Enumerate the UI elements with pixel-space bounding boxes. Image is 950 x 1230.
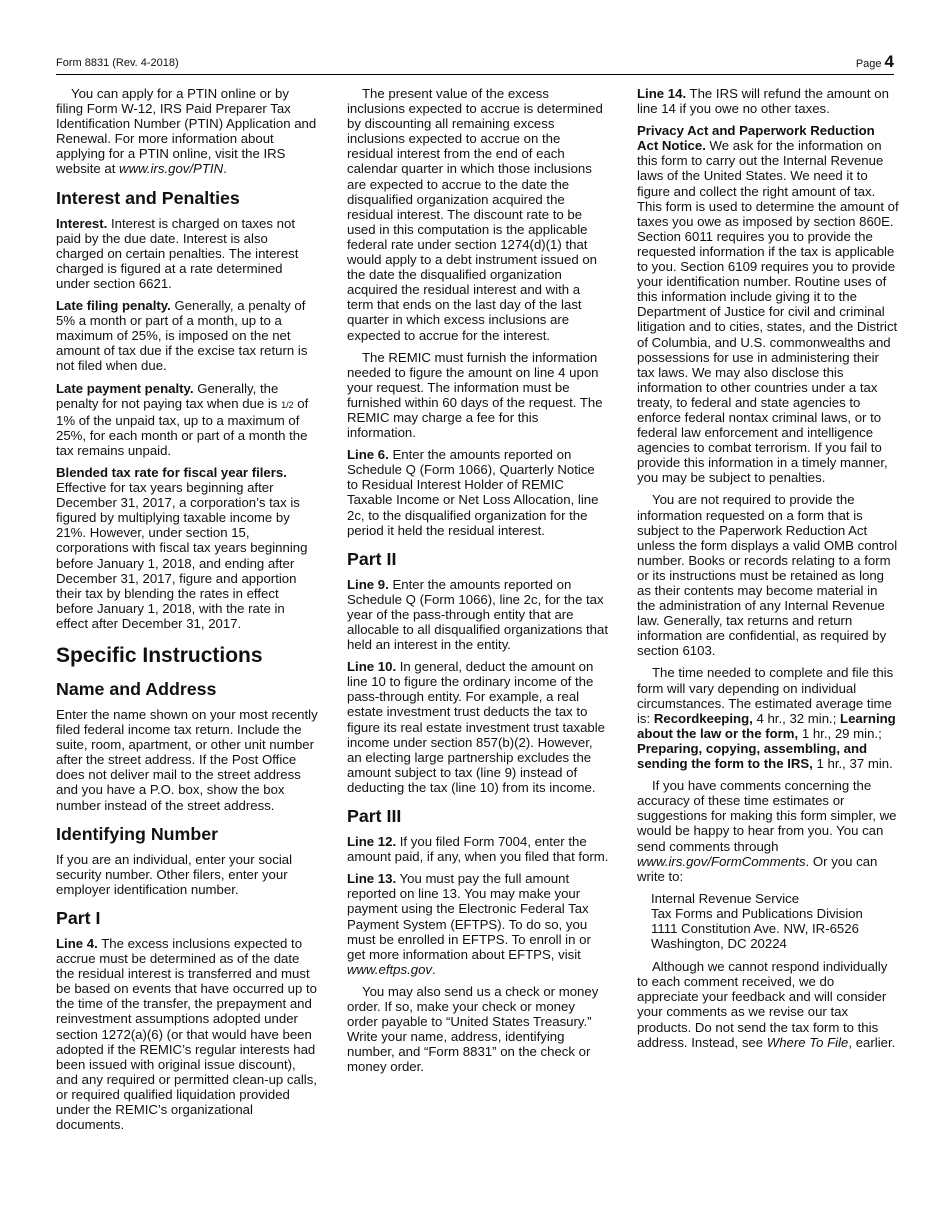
comments-paragraph: If you have comments concerning the accuracy of these time estimates or suggestions for making this form simpler, we would be happy to hear from you. You can send comments through www.irs.gov/FormComments. Or you can write to: (637, 778, 897, 884)
closing-paragraph: Although we cannot respond individually to each comment received, we do appreciate your feedback and will consider your comments as we revise our tax products. Do not send the tax form to this address. Instead, see Where To File, earlier. (637, 959, 896, 1050)
line-6-paragraph: Line 6. Enter the amounts reported on Schedule Q (Form 1066), Quarterly Notice to Residual Interest Holder of REMIC Taxable Income or Net Loss Allocation, line 2c, to the disqualified organization for the period it held the residual interest. (347, 447, 599, 538)
late-filing-paragraph: Late filing penalty. Generally, a penalty of 5% a month or part of a month, up to a maximum of 25%, is imposed on the net amount of tax due if the excise tax return is not filed when due. (56, 298, 308, 374)
interest-paragraph: Interest. Interest is charged on taxes not paid by the due date. Interest is also charged on certain penalties. The interest charged is figured at a rate determined under section 6621. (56, 215, 299, 291)
page-indicator (856, 52, 894, 72)
address-line: Internal Revenue Service (651, 890, 800, 906)
not-required-paragraph: You are not required to provide the information requested on a form that is subject to the Paperwork Reduction Act unless the form displays a valid OMB control number. Books or records relating to a form or its instructions must be retained as long as their contents may become material in the administration of any Internal Revenue law. Generally, tax returns and return information are confidential, as required by section 6103. (637, 492, 898, 659)
line-12-paragraph: Line 12. If you filed Form 7004, enter the amount paid, if any, when you filed that form. (347, 834, 609, 865)
heading-name-address: Name and Address (56, 679, 217, 699)
page-header (56, 52, 894, 75)
heading-specific-instructions: Specific Instructions (56, 644, 263, 667)
form-comments-link: www.irs.gov/FormComments (637, 853, 806, 869)
blended-rate-paragraph: Blended tax rate for fiscal year filers. Effective for tax years beginning after December 31, 2017, a corporation’s tax is figured by multiplying taxable income by 21%. However, under section 15, corporations with fiscal tax years beginning before January 1, 2018, and ending after December 31, 2017, figure and apportion their tax by blending the rates in effect before January 1, 2018, with the rate in effect after December 31, 2017. (56, 464, 308, 631)
line-13-paragraph: Line 13. You must pay the full amount reported on line 13. You may make your payment using the Electronic Federal Tax Payment System (EFTPS). To do so, you must be enrolled in EFTPS. To enroll in or get more information about EFTPS, visit www.eftps.gov. (347, 871, 591, 977)
late-payment-paragraph: Late payment penalty. Generally, the penalty for not paying tax when due is 1/2 of 1% of the unpaid tax, up to a maximum of 25%, for each month or part of a month the tax remains unpaid. (56, 380, 309, 458)
column-2 (347, 86, 609, 1081)
remic-furnish-paragraph: The REMIC must furnish the information needed to figure the amount on line 4 upon your request. The information must be furnished within 60 days of the request. The REMIC may charge a fee for this information. (347, 349, 603, 441)
column-1 (56, 86, 318, 1139)
name-address-paragraph: Enter the name shown on your most recently filed federal income tax return. Include the suite, room, apartment, or other unit number after the street address. If the Post Office does not deliver mail to the street address and you have a P.O. box, show the box number instead of the street address. (56, 707, 318, 813)
heading-part-3: Part III (347, 806, 402, 827)
line-9-paragraph: Line 9. Enter the amounts reported on Schedule Q (Form 1066), line 2c, for the tax year of the pass-through entity that are allocable to all disqualified organizations that held an interest in the entity. (347, 576, 608, 653)
heading-part-2: Part II (347, 548, 397, 569)
form-identifier: Form 8831 (Rev. 4-2018) (56, 57, 179, 69)
fraction: 1/2 (281, 399, 294, 410)
irs-address-block (651, 891, 899, 951)
identifying-number-paragraph: If you are an individual, enter your social security number. Other filers, enter your employer identification number. (56, 851, 293, 897)
line-14-paragraph: Line 14. The IRS will refund the amount on line 14 if you owe no other taxes. (637, 86, 889, 117)
ptin-paragraph: You can apply for a PTIN online or by filing Form W-12, IRS Paid Preparer Tax Identification Number (PTIN) Application and Renewal. For more information about applying for a PTIN online, visit the IRS website at www.irs.gov/PTIN. (56, 86, 317, 177)
present-value-paragraph: The present value of the excess inclusions expected to accrue is determined by discounting all remaining excess inclusions expected to accrue on the residual interest from the end of each calendar quarter in which those inclusions are expected to accrue to the date the disqualified organization acquired the residual interest. The discount rate to be used in this computation is the applicable federal rate under section 1274(d)(1) that would apply to a debt instrument issued on the date the disqualified organization acquired the residual interest and with a term that ends on the last day of the last quarter in which excess inclusions are expected to accrue for the interest. (347, 86, 603, 343)
ptin-link: www.irs.gov/PTIN (119, 161, 224, 177)
page-number: 4 (884, 52, 894, 71)
line-4-paragraph: Line 4. The excess inclusions expected to accrue must be determined as of the date the residual interest is transferred and must be based on events that have occurred up to the time of the transfer, the prepayment and reinvestment assumptions adopted under section 1272(a)(6) (or that would have been adopted if the REMIC’s regular interests had been issued with original issue discount), and any required or permitted clean-up calls, or required qualified liquidation provided under the REMIC’s organizational documents. (56, 935, 318, 1133)
line-10-paragraph: Line 10. In general, deduct the amount on line 10 to figure the ordinary income of the pass-through entity. For example, a real estate investment trust deducts the tax to figure its real estate investment trust taxable income under section 857(b)(2). However, an electing large partnership excludes the amount subject to tax (line 9) instead of deducting the tax (line 10) from its income. (347, 659, 606, 795)
heading-part-1: Part I (56, 907, 101, 928)
check-paragraph: You may also send us a check or money order. If so, make your check or money order payable to “United States Treasury.” Write your name, address, identifying number, and “Form 8831” on the check or money order. (347, 983, 599, 1075)
time-estimate-paragraph: The time needed to complete and file this form will vary depending on individual circumstances. The estimated average time is: Recordkeeping, 4 hr., 32 min.; Learning about the law or the form, 1 hr., 29 min.; Preparing, copying, assembling, and sending the form to the IRS, 1 hr., 37 min. (637, 665, 896, 772)
column-3 (637, 86, 899, 1057)
privacy-act-paragraph: Privacy Act and Paperwork Reduction Act Notice. We ask for the information on this form to carry out the Internal Revenue laws of the United States. We need it to figure and collect the right amount of tax. This form is used to determine the amount of taxes you owe as imposed by section 860E. Section 6011 requires you to provide the requested information if the tax is applicable to you. Section 6109 requires you to provide your identification number. Routine uses of this information include giving it to the Department of Justice for civil and criminal litigation and to cities, states, and the District of Columbia, and U.S. commonwealths and possessions for use in administering their tax laws. We may also disclose this information to other countries under a tax treaty, to federal and state agencies to enforce federal nontax criminal laws, or to federal law enforcement and intelligence agencies to combat terrorism. If you fail to provide this information in a timely manner, you may be subject to penalties. (637, 123, 899, 486)
heading-identifying-number: Identifying Number (56, 823, 219, 844)
page-label: Page (855, 58, 882, 70)
eftps-link: www.eftps.gov (347, 961, 433, 977)
where-to-file-reference: Where To File (766, 1034, 849, 1050)
address-line: Tax Forms and Publications Division (651, 905, 863, 921)
address-line: 1111 Constitution Ave. NW, IR-6526 (651, 920, 859, 936)
address-line: Washington, DC 20224 (651, 936, 787, 952)
heading-interest-penalties: Interest and Penalties (56, 187, 240, 208)
